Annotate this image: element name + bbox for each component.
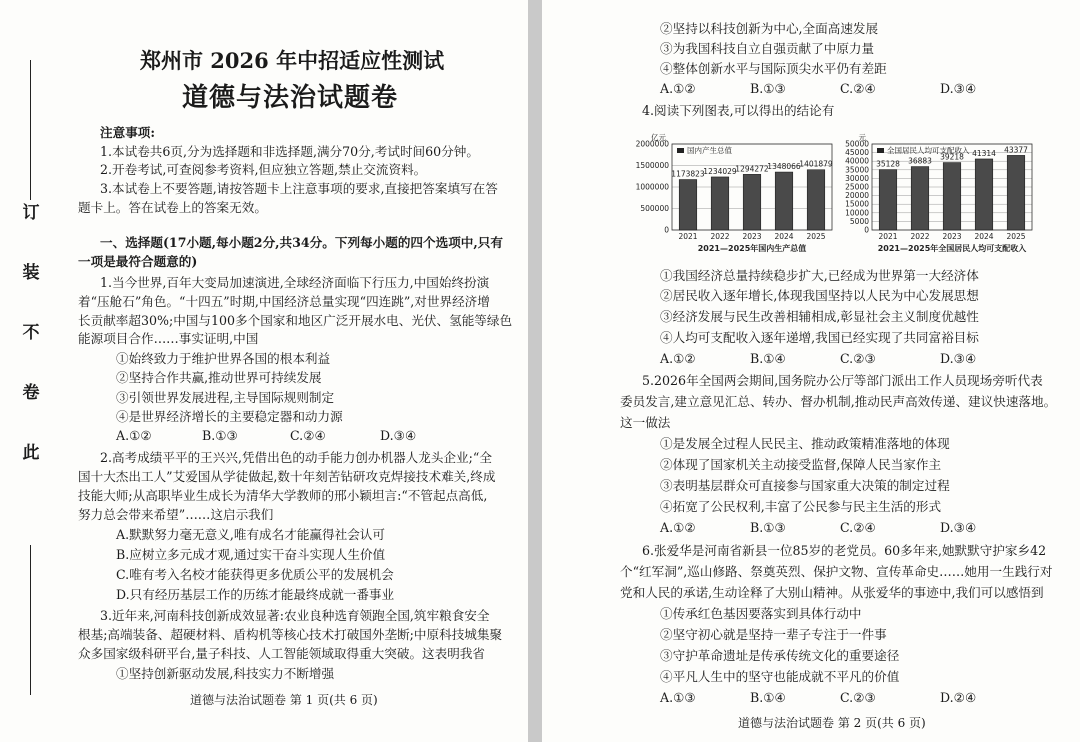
q3-item: ③为我国科技自立自强贡献了中原力量 — [660, 41, 875, 56]
option-c[interactable]: C.②③ — [840, 351, 876, 366]
q5-stem: 这一做法 — [620, 415, 671, 430]
y-tick-label: 20000 — [845, 191, 869, 201]
option-b[interactable]: B.①④ — [750, 351, 786, 366]
q2-stem: 2.高考成绩平平的王兴兴,凭借出色的动手能力创办机器人龙头企业;“全 — [100, 450, 492, 465]
bar — [775, 172, 793, 230]
q2-option[interactable]: A.默默努力毫无意义,唯有成名才能赢得社会认可 — [116, 527, 385, 542]
bar — [911, 167, 929, 230]
exam-page-2 — [542, 0, 1080, 742]
option-b[interactable]: B.①④ — [750, 690, 786, 705]
y-tick-label: 2000000 — [635, 139, 669, 149]
q1-item: ③引领世界发展进程,主导国际规则制定 — [116, 390, 335, 405]
q3-stem: 众多国家级科研平台,量子科技、人工智能领域取得重大突破。这表明我省 — [78, 646, 486, 661]
bar — [1007, 155, 1025, 230]
section-heading: 一、选择题(17小题,每小题2分,共34分。下列每小题的四个选项中,只有 — [100, 235, 503, 250]
q1-options — [116, 427, 416, 445]
bar — [879, 170, 897, 230]
q3-options — [660, 80, 976, 98]
binding-margin-text — [18, 205, 44, 505]
gdp-chart — [628, 124, 838, 264]
q2-option[interactable]: C.唯有考入名校才能获得更多优质公平的发展机会 — [116, 567, 394, 582]
page-gutter — [528, 0, 542, 742]
exam-subtitle: 道德与法治试题卷 — [182, 83, 399, 113]
q6-stem: 党和人民的承诺,生动诠释了大别山精神。从张爱华的事迹中,我们可以感悟到 — [620, 585, 1044, 600]
y-tick-label: 50000 — [845, 139, 869, 149]
option-c[interactable]: C.②④ — [290, 428, 326, 443]
bar — [743, 174, 761, 230]
q6-item: ②坚守初心就是坚持一辈子专注于一件事 — [660, 627, 887, 642]
page-footer: 道德与法治试题卷 第 1 页(共 6 页) — [190, 693, 378, 707]
axis-unit-label: 元 — [858, 133, 866, 142]
data-label: 41314 — [972, 148, 996, 158]
data-label: 1294272 — [735, 164, 769, 174]
y-tick-label: 40000 — [845, 156, 869, 166]
data-label: 35128 — [876, 159, 900, 169]
option-d[interactable]: D.②④ — [940, 690, 977, 705]
q3-item: ②坚持以科技创新为中心,全面高速发展 — [660, 21, 879, 36]
q4-stem: 4.阅读下列图表,可以得出的结论有 — [642, 103, 835, 118]
option-a[interactable]: A.①② — [116, 428, 152, 443]
data-label: 39218 — [940, 152, 964, 162]
x-tick-label: 2023 — [942, 232, 962, 241]
binding-line-bottom — [30, 545, 31, 695]
q2-stem: 技能大师;从高职毕业生成长为清华大学教师的邢小颖坦言:“不管起点高低, — [78, 488, 488, 503]
binding-char: 订 — [22, 203, 40, 223]
axis-unit-label: 亿元 — [651, 133, 666, 142]
option-c[interactable]: C.②③ — [840, 690, 876, 705]
option-d[interactable]: D.③④ — [940, 520, 977, 535]
q6-item: ③守护革命遗址是传承传统文化的重要途径 — [660, 648, 900, 663]
x-tick-label: 2025 — [1006, 232, 1026, 241]
bar — [975, 159, 993, 230]
q6-options — [660, 689, 976, 707]
q3-item: ①坚持创新驱动发展,科技实力不断增强 — [116, 666, 335, 681]
option-a[interactable]: A.①② — [660, 520, 696, 535]
y-tick-label: 45000 — [845, 148, 869, 158]
q1-stem: 着“压舱石”角色。“十四五”时期,中国经济总量实现“四连跳”,对世界经济增 — [78, 294, 490, 309]
option-d[interactable]: D.③④ — [940, 351, 977, 366]
y-tick-label: 1000000 — [635, 182, 669, 192]
x-tick-label: 2025 — [806, 232, 826, 241]
data-label: 1348066 — [767, 162, 801, 172]
q1-item: ①始终致力于维护世界各国的根本利益 — [116, 351, 331, 366]
data-label: 43377 — [1004, 145, 1028, 155]
q4-item: ④人均可支配收入逐年递增,我国已经实现了共同富裕目标 — [660, 330, 979, 345]
x-tick-label: 2021 — [678, 232, 698, 241]
option-c[interactable]: C.②④ — [840, 520, 876, 535]
bar — [679, 180, 697, 230]
page-footer: 道德与法治试题卷 第 2 页(共 6 页) — [738, 716, 926, 730]
y-tick-label: 30000 — [845, 173, 869, 183]
legend-label: 国内产生总值 — [687, 146, 732, 155]
option-d[interactable]: D.③④ — [940, 81, 977, 96]
q4-item: ②居民收入逐年增长,体现我国坚持以人民为中心发展思想 — [660, 288, 979, 303]
option-a[interactable]: A.①② — [660, 81, 696, 96]
binding-char: 此 — [22, 443, 40, 463]
q2-stem: 努力总会带来希望”……这启示我们 — [78, 507, 274, 522]
q1-item: ②坚持合作共赢,推动世界可持续发展 — [116, 370, 322, 385]
y-tick-label: 10000 — [845, 208, 869, 218]
bar — [711, 177, 729, 230]
y-tick-label: 0 — [664, 225, 669, 235]
x-tick-label: 2022 — [710, 232, 730, 241]
y-tick-label: 0 — [864, 225, 869, 235]
x-tick-label: 2024 — [974, 232, 994, 241]
q6-stem: 6.张爱华是河南省新县一位85岁的老党员。60多年来,她默默守护家乡42 — [642, 543, 1047, 558]
q2-option[interactable]: B.应树立多元成才观,通过实干奋斗实现人生价值 — [116, 547, 386, 562]
q3-stem: 3.近年来,河南科技创新成效显著:农业良种选育领跑全国,筑牢粮食安全 — [100, 608, 490, 623]
q6-item: ①传承红色基因要落实到具体行动中 — [660, 606, 862, 621]
x-tick-label: 2024 — [774, 232, 794, 241]
y-tick-label: 500000 — [640, 204, 669, 213]
section-heading: 一项是最符合题意的) — [78, 254, 198, 269]
q5-item: ④拓宽了公民权利,丰富了公民参与民主生活的形式 — [660, 499, 942, 514]
q1-stem: 1.当今世界,百年大变局加速演进,全球经济面临下行压力,中国始终扮演 — [100, 275, 490, 290]
data-label: 1401879 — [799, 159, 833, 169]
data-label: 36883 — [908, 156, 932, 166]
notice-line: 3.本试卷上不要答题,请按答题卡上注意事项的要求,直接把答案填写在答 — [100, 181, 498, 196]
option-a[interactable]: A.①② — [660, 351, 696, 366]
data-label: 1173823 — [671, 169, 705, 179]
q3-stem: 根基;高端装备、超硬材料、盾构机等核心技术打破国外垄断;中原科技城集聚 — [78, 627, 503, 642]
y-tick-label: 5000 — [849, 216, 869, 226]
q5-stem: 委员发言,建立意见汇总、转办、督办机制,推动民声高效传递、建议快速落地。 — [620, 394, 1057, 409]
notice-line: 2.开卷考试,可查阅参考资料,但应独立答题,禁止交流资料。 — [100, 162, 427, 177]
income-chart — [842, 124, 1038, 264]
legend-swatch — [677, 148, 684, 153]
option-d[interactable]: D.③④ — [380, 428, 417, 443]
binding-char: 不 — [22, 323, 40, 343]
q6-item: ④平凡人生中的坚守也能成就不平凡的价值 — [660, 669, 900, 684]
exam-title: 郑州市 2026 年中招适应性测试 — [140, 48, 445, 73]
q5-item: ①是发展全过程人民民主、推动政策精准落地的体现 — [660, 436, 950, 451]
x-tick-label: 2022 — [910, 232, 930, 241]
chart-title: 2021—2025年国内生产总值 — [697, 244, 807, 253]
q1-stem: 能源项目合作……事实证明,中国 — [78, 331, 259, 346]
q4-item: ①我国经济总量持续稳步扩大,已经成为世界第一大经济体 — [660, 268, 979, 283]
y-tick-label: 15000 — [845, 199, 869, 209]
q5-stem: 5.2026年全国两会期间,国务院办公厅等部门派出工作人员现场旁听代表 — [642, 373, 1043, 388]
q5-options — [660, 519, 976, 537]
q2-option[interactable]: D.只有经历基层工作的历练才能最终成就一番事业 — [116, 587, 395, 602]
chart-title: 2021—2025年全国居民人均可支配收入 — [877, 244, 1027, 253]
y-tick-label: 25000 — [845, 182, 869, 192]
q4-options — [660, 350, 976, 368]
q6-stem: 个“红军洞”,巡山修路、祭奠英烈、保护文物、宣传革命史……她用一生践行对 — [620, 564, 1053, 579]
legend-label: 全国居民人均可支配收入 — [887, 146, 970, 155]
notice-heading: 注意事项: — [100, 125, 156, 140]
q1-item: ④是世界经济增长的主要稳定器和动力源 — [116, 409, 343, 424]
bar — [943, 163, 961, 230]
option-a[interactable]: A.①③ — [660, 690, 696, 705]
q4-item: ③经济发展与民生改善相辅相成,彰显社会主义制度优越性 — [660, 309, 979, 324]
exam-page-1 — [0, 0, 528, 742]
option-b[interactable]: B.①③ — [202, 428, 238, 443]
q3-item: ④整体创新水平与国际顶尖水平仍有差距 — [660, 61, 887, 76]
x-tick-label: 2023 — [742, 232, 762, 241]
bar — [807, 170, 825, 230]
notice-line: 1.本试卷共6页,分为选择题和非选择题,满分70分,考试时间60分钟。 — [100, 144, 479, 159]
x-tick-label: 2021 — [878, 232, 898, 241]
y-tick-label: 35000 — [845, 165, 869, 175]
notice-line: 题卡上。答在试卷上的答案无效。 — [78, 200, 267, 215]
q5-item: ②体现了国家机关主动接受监督,保障人民当家作主 — [660, 457, 942, 472]
q2-stem: 国十大杰出工人”艾爱国从学徒做起,数十年刻苦钻研攻克焊接技术难关,终成 — [78, 469, 496, 484]
binding-char: 装 — [22, 263, 40, 283]
option-c[interactable]: C.②④ — [840, 81, 876, 96]
binding-char: 卷 — [22, 383, 40, 403]
option-b[interactable]: B.①③ — [750, 520, 786, 535]
legend-swatch — [877, 148, 884, 153]
income-chart-svg — [842, 124, 1038, 260]
q5-item: ③表明基层群众可直接参与国家重大决策的制定过程 — [660, 478, 950, 493]
data-label: 1234029 — [703, 166, 737, 176]
gdp-chart-svg — [628, 124, 838, 260]
binding-line-top — [30, 60, 31, 200]
option-b[interactable]: B.①③ — [750, 81, 786, 96]
y-tick-label: 1500000 — [635, 161, 669, 170]
q1-stem: 长贡献率超30%;中国与100多个国家和地区广泛开展水电、光伏、氢能等绿色 — [78, 313, 513, 328]
